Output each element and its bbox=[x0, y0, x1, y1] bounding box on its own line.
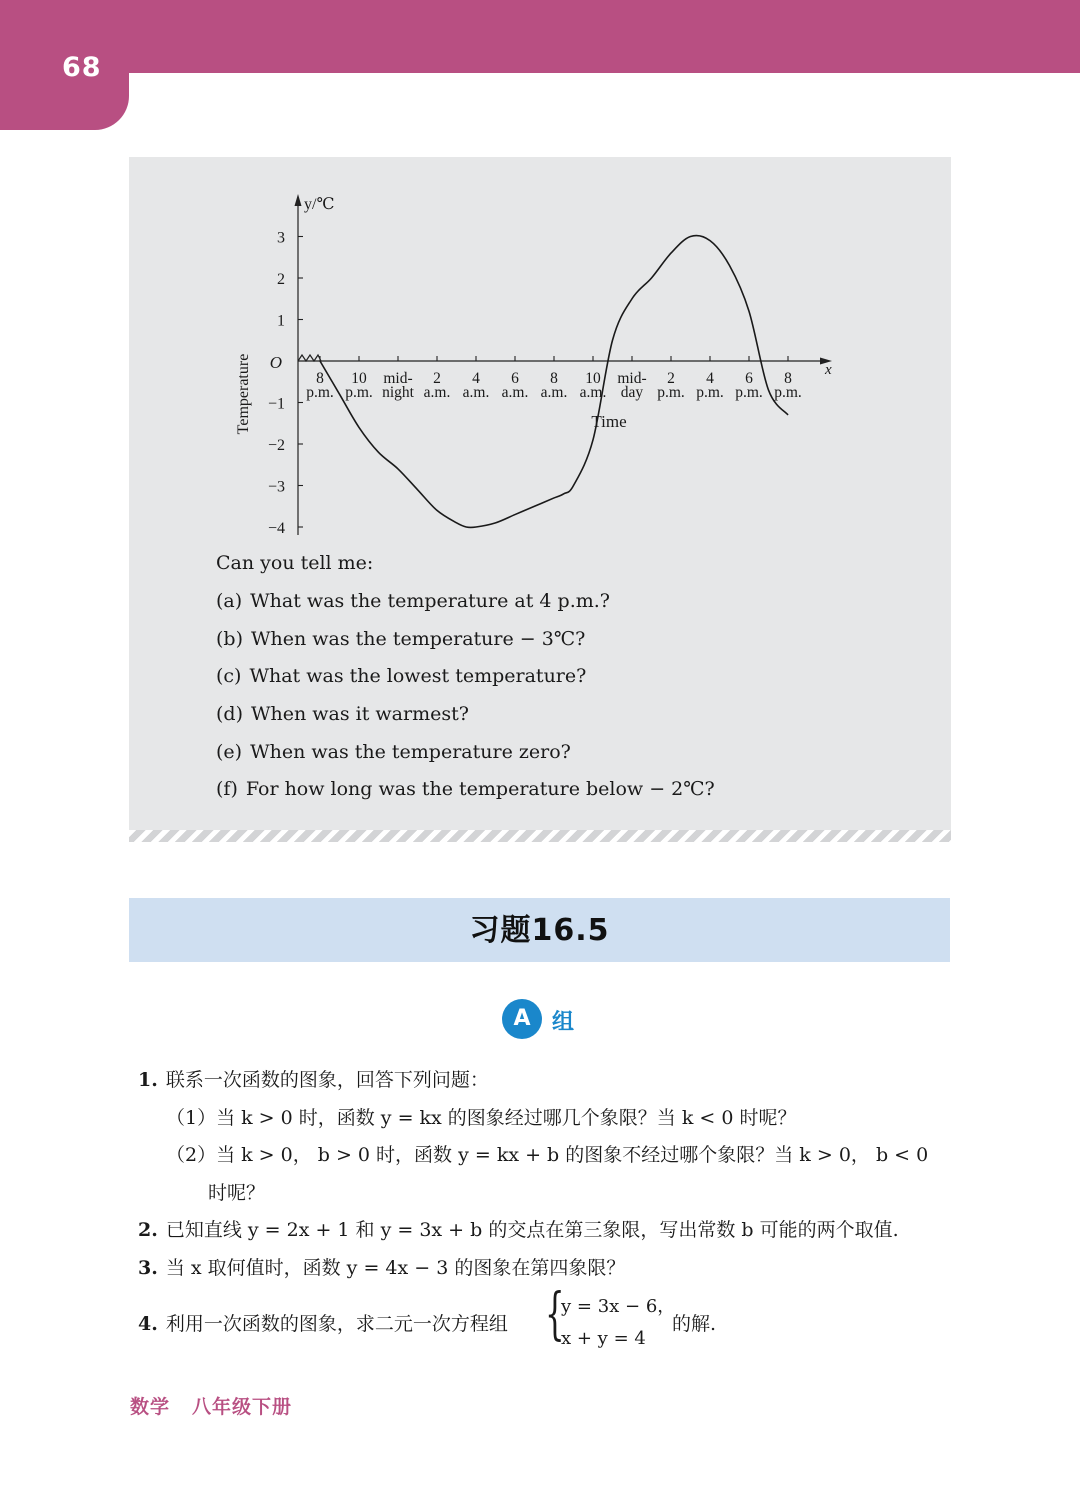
equation-brace: { bbox=[545, 1282, 565, 1347]
questions-intro: Can you tell me: bbox=[216, 552, 374, 574]
equation-1: y = 3x − 6， bbox=[561, 1296, 676, 1317]
x-tick-label-bottom: a.m. bbox=[501, 384, 529, 401]
exercise-2: 2. 已知直线 y = 2x + 1 和 y = 3x + b 的交点在第三象限，写出常数 b 可能的两个取值. bbox=[138, 1219, 899, 1241]
exercise-1-part-1: （1）当 k > 0 时，函数 y = kx 的图象经过哪几个象限？当 k < 0 时呢？ bbox=[166, 1107, 797, 1129]
x-tick-label-top: 4 bbox=[706, 370, 714, 387]
x-tick-label-bottom: a.m. bbox=[462, 384, 490, 401]
x-tick-label-bottom: p.m. bbox=[345, 384, 373, 401]
y-axis-title: Temperature bbox=[235, 353, 252, 435]
exercise-1-part-2: （2）当 k > 0， b > 0 时，函数 y = kx + b 的图象不经过哪个象限？当 k > 0， b < 0 bbox=[166, 1144, 929, 1166]
section-band bbox=[129, 898, 950, 962]
x-tick-label-top: 6 bbox=[511, 370, 519, 387]
y-axis-arrow bbox=[295, 194, 302, 206]
x-tick-label-bottom: p.m. bbox=[735, 384, 763, 401]
x-tick-label-top: 8 bbox=[784, 370, 792, 387]
group-label: 组 bbox=[552, 1010, 575, 1035]
x-tick-label-bottom: p.m. bbox=[657, 384, 685, 401]
y-tick-label: −2 bbox=[267, 437, 285, 454]
x-tick-label-top: 10 bbox=[585, 370, 601, 387]
question-b: (b) When was the temperature − 3℃? bbox=[216, 628, 586, 650]
x-tick-label-bottom: p.m. bbox=[696, 384, 724, 401]
x-tick-label-bottom: night bbox=[382, 384, 414, 401]
x-tick-label-bottom: day bbox=[620, 384, 644, 401]
question-f: (f) For how long was the temperature below − 2℃? bbox=[216, 778, 715, 800]
x-axis-title: Time bbox=[591, 412, 627, 431]
x-tick-label-top: 2 bbox=[667, 370, 675, 387]
y-tick-label: 2 bbox=[277, 271, 285, 288]
question-d: (d) When was it warmest? bbox=[216, 703, 469, 725]
footer bbox=[130, 1392, 292, 1419]
section-title: 习题16.5 bbox=[469, 913, 610, 948]
question-a: (a) What was the temperature at 4 p.m.? bbox=[216, 590, 610, 612]
equation-2: x + y = 4 bbox=[561, 1328, 646, 1349]
x-tick-label-top: 4 bbox=[472, 370, 480, 387]
exercise-1: 1. 联系一次函数的图象，回答下列问题： bbox=[138, 1069, 489, 1091]
group-badge: A bbox=[502, 999, 542, 1039]
x-tick-label-bottom: a.m. bbox=[579, 384, 607, 401]
y-tick-label: −4 bbox=[267, 520, 285, 537]
axis-break bbox=[298, 355, 321, 361]
x-tick-label-bottom: a.m. bbox=[540, 384, 568, 401]
x-tick-label-top: 10 bbox=[351, 370, 367, 387]
x-axis-var-label: x bbox=[825, 362, 832, 378]
x-tick-label-top: 8 bbox=[316, 370, 324, 387]
exercise-3: 3. 当 x 取何值时，函数 y = 4x − 3 的图象在第四象限？ bbox=[138, 1257, 626, 1279]
footer-subject: 数学 bbox=[130, 1396, 171, 1418]
y-tick-label: −1 bbox=[267, 395, 285, 413]
x-tick-label-top: 6 bbox=[745, 370, 753, 387]
x-tick-label-bottom: p.m. bbox=[306, 384, 334, 401]
equation-system bbox=[545, 1282, 676, 1354]
y-tick-label: 1 bbox=[277, 312, 285, 330]
x-tick-label-top: 8 bbox=[550, 370, 558, 387]
exercise-1-part-2-cont: 时呢？ bbox=[208, 1182, 266, 1204]
example-box-stripe bbox=[129, 830, 951, 842]
x-tick-label-top: mid- bbox=[617, 370, 647, 387]
footer-grade: 八年级下册 bbox=[192, 1396, 293, 1418]
temperature-chart bbox=[0, 0, 1080, 560]
x-tick-label-bottom: p.m. bbox=[774, 384, 802, 401]
question-e: (e) When was the temperature zero? bbox=[216, 741, 571, 763]
y-axis-unit-label: y/℃ bbox=[304, 196, 335, 213]
origin-label: O bbox=[269, 353, 282, 372]
x-tick-label-top: mid- bbox=[383, 370, 413, 387]
page-number: 68 bbox=[62, 52, 102, 83]
y-tick-label: −3 bbox=[267, 478, 285, 496]
exercise-4: 4. 利用一次函数的图象，求二元一次方程组 bbox=[138, 1313, 508, 1335]
x-tick-label-bottom: a.m. bbox=[423, 384, 451, 401]
x-tick-label-top: 2 bbox=[433, 370, 441, 387]
question-c: (c) What was the lowest temperature? bbox=[216, 665, 587, 687]
y-tick-label: 3 bbox=[277, 229, 285, 247]
exercise-4-suffix: 的解. bbox=[672, 1313, 717, 1335]
